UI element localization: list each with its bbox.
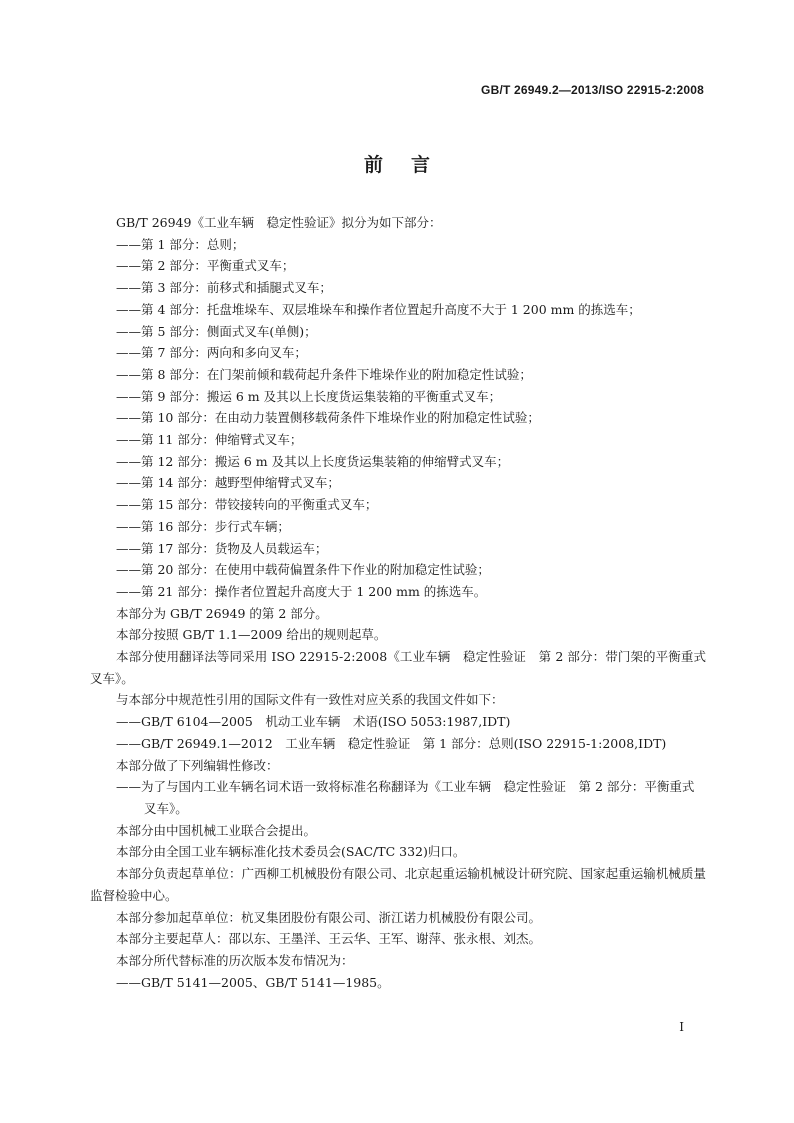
list-item: ——第 11 部分：伸缩臂式叉车； — [116, 432, 303, 448]
foreword-body — [90, 212, 706, 993]
paragraph: 本部分按照 GB/T 1.1—2009 给出的规则起草。 — [116, 627, 387, 643]
list-item: ——第 8 部分：在门架前倾和载荷起升条件下堆垛作业的附加稳定性试验； — [116, 366, 532, 382]
list-item: ——第 20 部分：在使用中载荷偏置条件下作业的附加稳定性试验； — [116, 562, 490, 578]
list-item: ——第 17 部分：货物及人员载运车； — [116, 540, 328, 556]
list-item: ——GB/T 26949.1—2012 工业车辆 稳定性验证 第 1 部分：总则(ISO 22915-1:2008,IDT) — [116, 735, 667, 751]
list-item: ——第 7 部分：两向和多向叉车； — [116, 345, 307, 361]
paragraph: 本部分由全国工业车辆标准化技术委员会(SAC/TC 332)归口。 — [116, 844, 466, 860]
list-item: ——第 2 部分：平衡重式叉车； — [116, 258, 295, 274]
list-item: ——第 3 部分：前移式和插腿式叉车； — [116, 280, 332, 296]
list-item: ——第 21 部分：操作者位置起升高度大于 1 200 mm 的拣选车。 — [116, 583, 487, 599]
list-item: ——为了与国内工业车辆名词术语一致将标准名称翻译为《工业车辆 稳定性验证 第 2 部分：平衡重式叉车》。 — [116, 779, 695, 816]
list-item: ——第 14 部分：越野型伸缩臂式叉车； — [116, 475, 340, 491]
paragraph: 本部分由中国机械工业联合会提出。 — [116, 822, 317, 838]
paragraph: 本部分负责起草单位：广西柳工机械股份有限公司、北京起重运输机械设计研究院、国家起重运输机械质量监督检验中心。 — [90, 866, 706, 903]
paragraph: 本部分为 GB/T 26949 的第 2 部分。 — [116, 605, 328, 621]
list-item: ——GB/T 6104—2005 机动工业车辆 术语(ISO 5053:1987,IDT) — [116, 714, 511, 730]
paragraph: 本部分使用翻译法等同采用 ISO 22915-2:2008《工业车辆 稳定性验证 第 2 部分：带门架的平衡重式叉车》。 — [90, 649, 706, 686]
page-title: 前言 — [363, 154, 458, 176]
list-item: ——第 9 部分：搬运 6 m 及其以上长度货运集装箱的平衡重式叉车； — [116, 388, 502, 404]
paragraph: 本部分参加起草单位：杭叉集团股份有限公司、浙江诺力机械股份有限公司。 — [116, 909, 542, 925]
list-item: ——第 4 部分：托盘堆垛车、双层堆垛车和操作者位置起升高度不大于 1 200 mm 的拣选车； — [116, 301, 641, 317]
list-item: ——第 10 部分：在由动力装置侧移载荷条件下堆垛作业的附加稳定性试验； — [116, 410, 540, 426]
paragraph: 本部分做了下列编辑性修改： — [116, 757, 279, 773]
list-item: ——第 5 部分：侧面式叉车(单侧)； — [116, 323, 317, 339]
paragraph: 本部分主要起草人：邵以东、王墨洋、王云华、王军、谢萍、张永根、刘杰。 — [116, 931, 542, 947]
list-item: ——第 1 部分：总则； — [116, 236, 245, 252]
page-number: I — [679, 1020, 684, 1034]
list-item: ——第 15 部分：带铰接转向的平衡重式叉车； — [116, 497, 378, 513]
list-item: ——第 12 部分：搬运 6 m 及其以上长度货运集装箱的伸缩臂式叉车； — [116, 453, 510, 469]
standard-number: GB/T 26949.2—2013/ISO 22915-2:2008 — [481, 83, 704, 97]
list-item: ——GB/T 5141—2005、GB/T 5141—1985。 — [116, 974, 390, 990]
paragraph: 本部分所代替标准的历次版本发布情况为： — [116, 952, 354, 968]
paragraph: GB/T 26949《工业车辆 稳定性验证》拟分为如下部分： — [116, 215, 442, 230]
paragraph: 与本部分中规范性引用的国际文件有一致性对应关系的我国文件如下： — [116, 692, 504, 708]
list-item: ——第 16 部分：步行式车辆； — [116, 518, 290, 534]
